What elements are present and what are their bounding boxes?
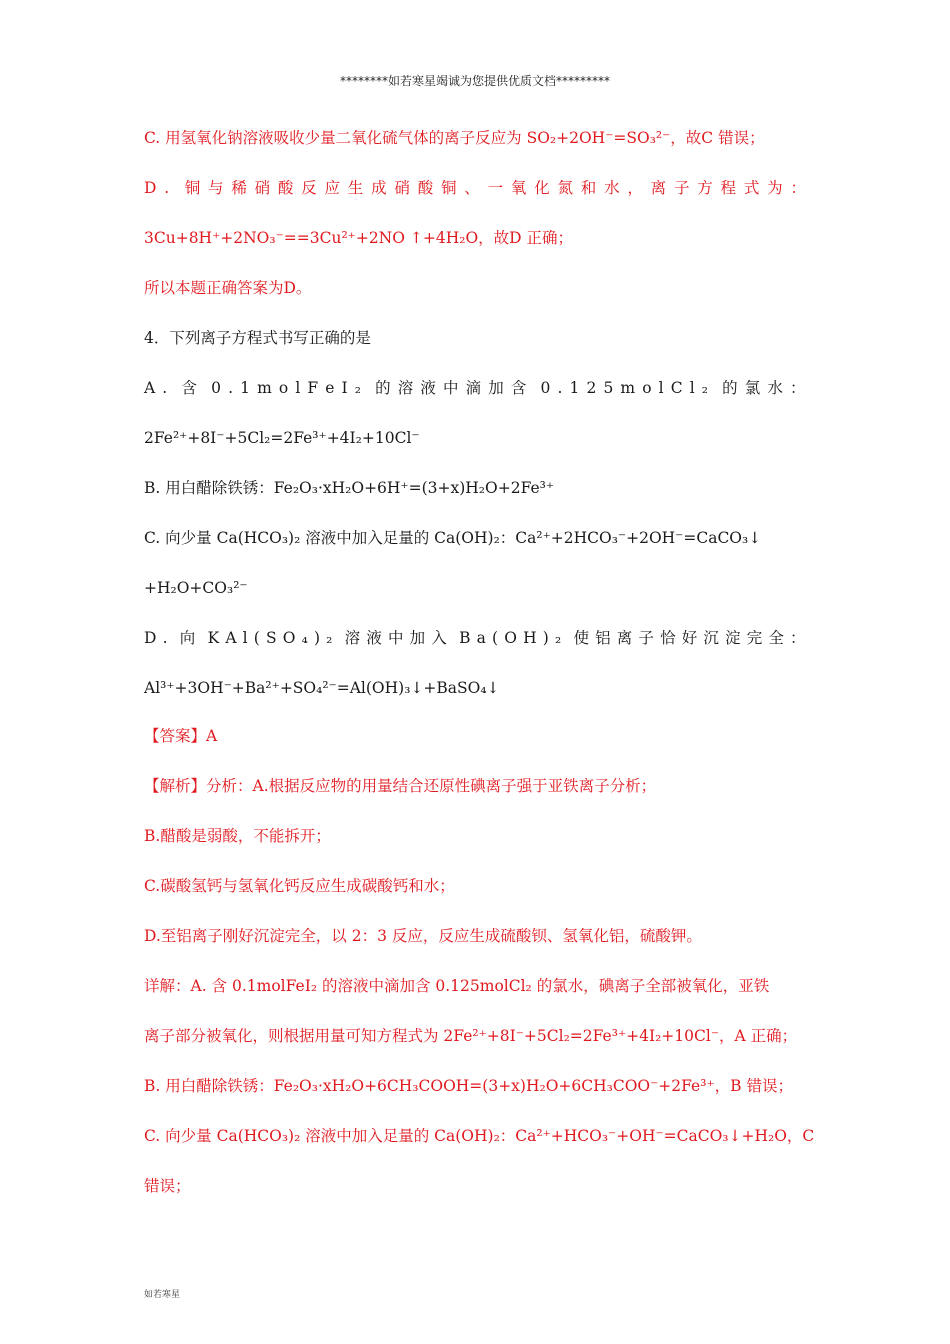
text-line: B. 用白醋除铁锈：Fe₂O₃·xH₂O+6CH₃COOH=(3+x)H₂O+6CH₃COO⁻+2Fe³⁺，B 错误； [144, 1077, 793, 1095]
text-line: A . 含 0 . 1 m o l F e I ₂ 的 溶 液 中 滴 加 含 0 . 1 2 5 m o l C l ₂ 的 氯 水 ： [144, 379, 806, 397]
text-line: 详解：A. 含 0.1molFeI₂ 的溶液中滴加含 0.125molCl₂ 的氯水，碘离子全部被氧化，亚铁 [144, 977, 770, 995]
text-line: C. 向少量 Ca(HCO₃)₂ 溶液中加入足量的 Ca(OH)₂：Ca²⁺+2HCO₃⁻+2OH⁻=CaCO₃↓ [144, 529, 762, 547]
text-line: D.至铝离子刚好沉淀完全，以 2：3 反应，反应生成硫酸钡、氢氧化铝，硫酸钾。 [144, 927, 702, 945]
text-line: 【解析】分析：A.根据反应物的用量结合还原性碘离子强于亚铁离子分析； [144, 777, 657, 795]
text-line: C. 向少量 Ca(HCO₃)₂ 溶液中加入足量的 Ca(OH)₂：Ca²⁺+HCO₃⁻+OH⁻=CaCO₃↓+H₂O，C [144, 1127, 815, 1145]
text-line: 【答案】A [144, 727, 218, 745]
text-line: 3Cu+8H⁺+2NO₃⁻==3Cu²⁺+2NO ↑+4H₂O，故D 正确； [144, 229, 574, 247]
text-line: C.碳酸氢钙与氢氧化钙反应生成碳酸钙和水； [144, 877, 455, 895]
text-line: Al³⁺+3OH⁻+Ba²⁺+SO₄²⁻=Al(OH)₃↓+BaSO₄↓ [144, 679, 500, 697]
text-line: 离子部分被氧化，则根据用量可知方程式为 2Fe²⁺+8I⁻+5Cl₂=2Fe³⁺+4I₂+10Cl⁻，A 正确； [144, 1027, 798, 1045]
text-line: D . 铜 与 稀 硝 酸 反 应 生 成 硝 酸 铜 、 一 氧 化 氮 和 水 ， 离 子 方 程 式 为 ： [144, 179, 806, 197]
text-line: +H₂O+CO₃²⁻ [144, 579, 248, 597]
text-line: 2Fe²⁺+8I⁻+5Cl₂=2Fe³⁺+4I₂+10Cl⁻ [144, 429, 420, 447]
page-footer: 如若寒星 [144, 1290, 181, 1300]
text-line: 所以本题正确答案为D。 [144, 279, 312, 297]
text-line: C. 用氢氧化钠溶液吸收少量二氧化硫气体的离子反应为 SO₂+2OH⁻=SO₃²⁻，故C 错误； [144, 129, 765, 147]
text-line: B.醋酸是弱酸，不能拆开； [144, 827, 331, 845]
text-line: 4．下列离子方程式书写正确的是 [144, 329, 371, 347]
text-line: D . 向 K A l ( S O ₄ ) ₂ 溶 液 中 加 入 B a ( O H ) ₂ 使 铝 离 子 恰 好 沉 淀 完 全 ： [144, 629, 806, 647]
text-line: B. 用白醋除铁锈：Fe₂O₃·xH₂O+6H⁺=(3+x)H₂O+2Fe³⁺ [144, 479, 555, 497]
page-header: ********如若寒星竭诚为您提供优质文档********* [339, 74, 610, 88]
text-line: 错误； [144, 1177, 191, 1195]
